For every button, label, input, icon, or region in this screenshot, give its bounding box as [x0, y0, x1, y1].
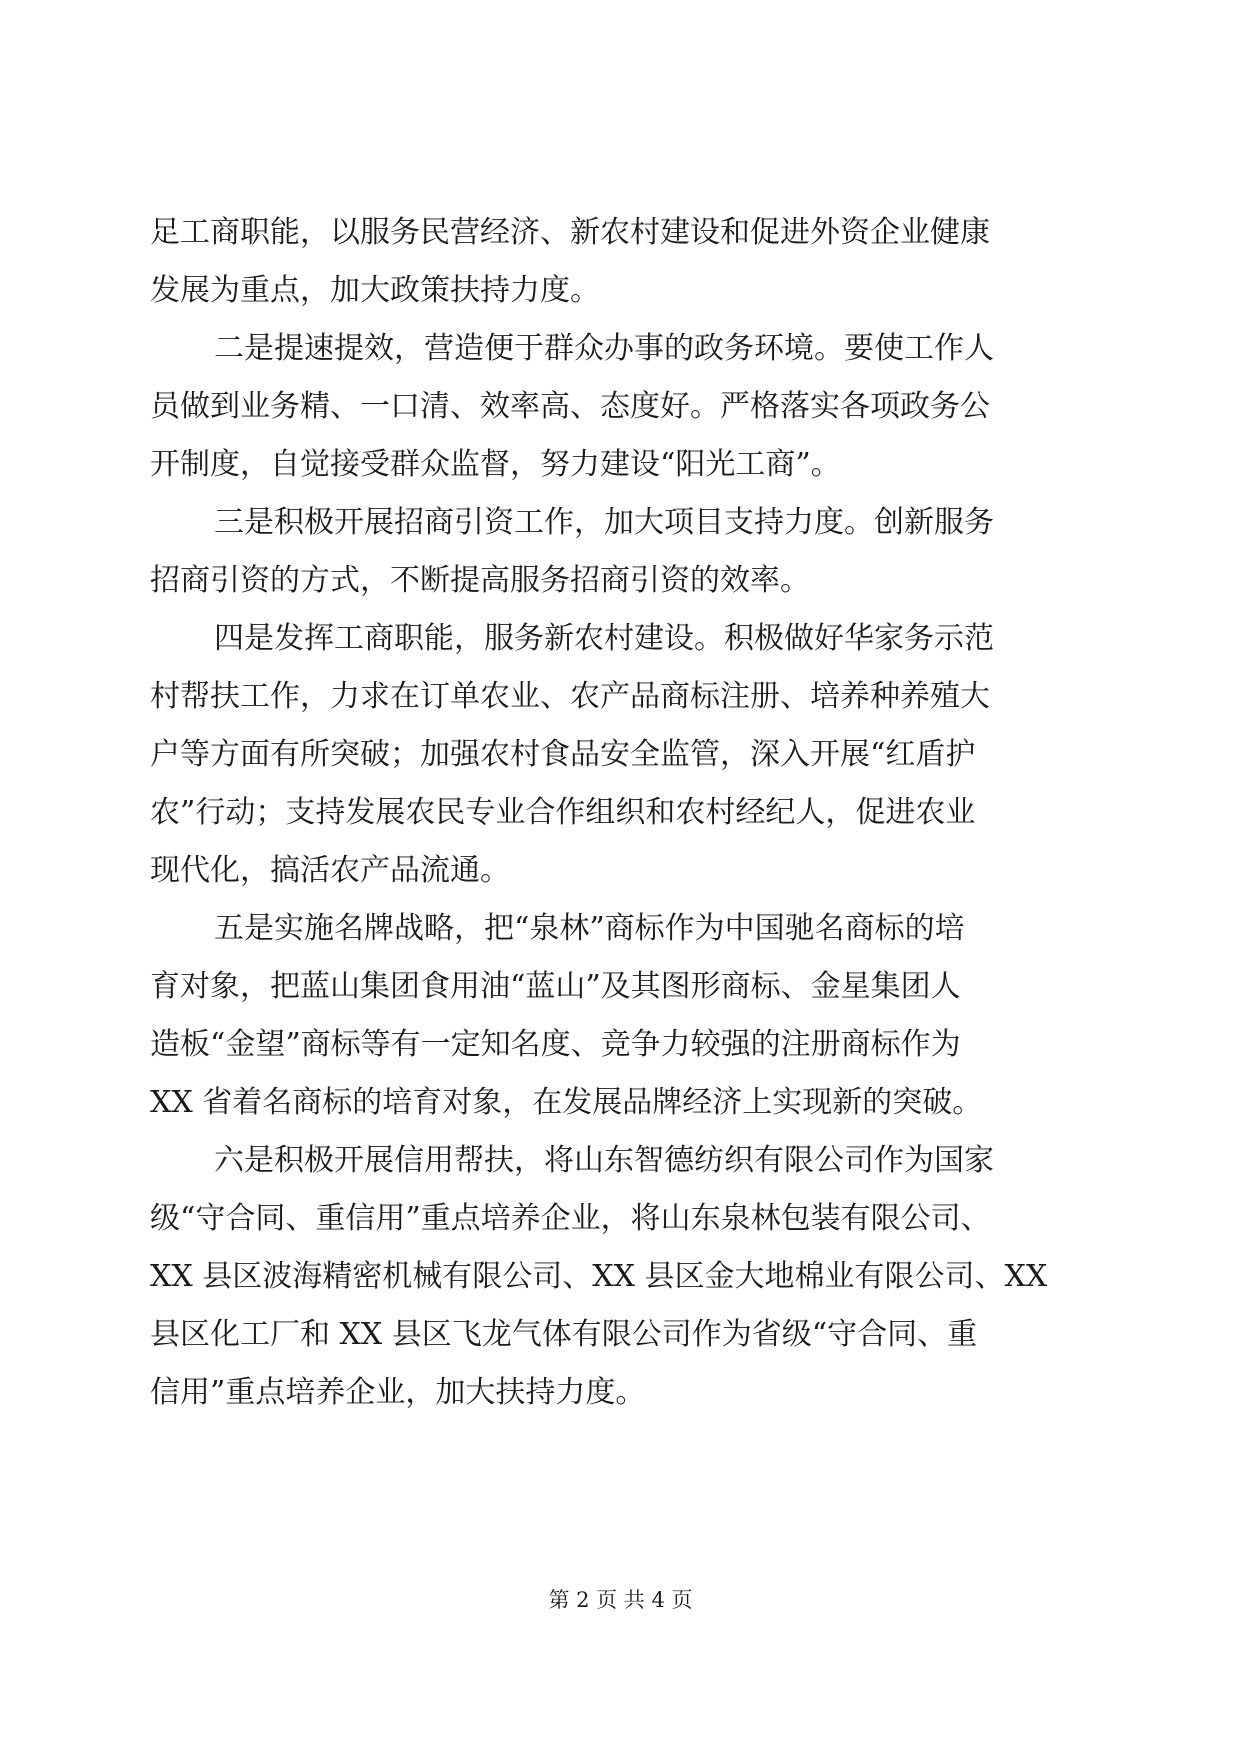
- page-number-footer: 第 2 页 共 4 页: [548, 1588, 693, 1612]
- paragraph-5-line-3: 造板“金望”商标等有一定知名度、竞争力较强的注册商标作为: [150, 1027, 961, 1062]
- paragraph-5-line-1: 五是实施名牌战略，把“泉林”商标作为中国驰名商标的培: [214, 911, 965, 946]
- paragraph-2-line-3: 开制度，自觉接受群众监督，努力建设“阳光工商”。: [150, 447, 841, 482]
- paragraph-6-line-2: 级“守合同、重信用”重点培养企业，将山东泉林包装有限公司、: [150, 1201, 991, 1236]
- document-body: [150, 204, 1090, 1422]
- paragraph-6-line-1: 六是积极开展信用帮扶，将山东智德纺织有限公司作为国家: [214, 1143, 994, 1178]
- paragraph-2-line-1: 二是提速提效，营造便于群众办事的政务环境。要使工作人: [214, 331, 994, 366]
- paragraph-4-line-5: 现代化，搞活农产品流通。: [150, 853, 510, 888]
- paragraph-5-line-4: XX 省着名商标的培育对象，在发展品牌经济上实现新的突破。: [150, 1085, 983, 1120]
- paragraph-3-line-2: 招商引资的方式，不断提高服务招商引资的效率。: [150, 563, 810, 598]
- paragraph-6-line-4: 县区化工厂和 XX 县区飞龙气体有限公司作为省级“守合同、重: [150, 1317, 978, 1352]
- paragraph-3-line-1: 三是积极开展招商引资工作，加大项目支持力度。创新服务: [214, 505, 994, 540]
- paragraph-1-line-2: 发展为重点，加大政策扶持力度。: [150, 273, 600, 308]
- paragraph-2-line-2: 员做到业务精、一口清、效率高、态度好。严格落实各项政务公: [150, 389, 990, 424]
- paragraph-4-line-1: 四是发挥工商职能，服务新农村建设。积极做好华家务示范: [214, 621, 994, 656]
- paragraph-4-line-2: 村帮扶工作，力求在订单农业、农产品商标注册、培养种养殖大: [150, 679, 990, 714]
- paragraph-1-line-1: 足工商职能，以服务民营经济、新农村建设和促进外资企业健康: [150, 215, 990, 250]
- paragraph-4-line-4: 农”行动；支持发展农民专业合作组织和农村经纪人，促进农业: [150, 795, 976, 830]
- paragraph-6-line-5: 信用”重点培养企业，加大扶持力度。: [150, 1375, 646, 1410]
- paragraph-5-line-2: 育对象，把蓝山集团食用油“蓝山”及其图形商标、金星集团人: [150, 969, 961, 1004]
- paragraph-4-line-3: 户等方面有所突破；加强农村食品安全监管，深入开展“红盾护: [150, 737, 976, 772]
- paragraph-6-line-3: XX 县区波海精密机械有限公司、XX 县区金大地棉业有限公司、XX: [150, 1259, 1048, 1294]
